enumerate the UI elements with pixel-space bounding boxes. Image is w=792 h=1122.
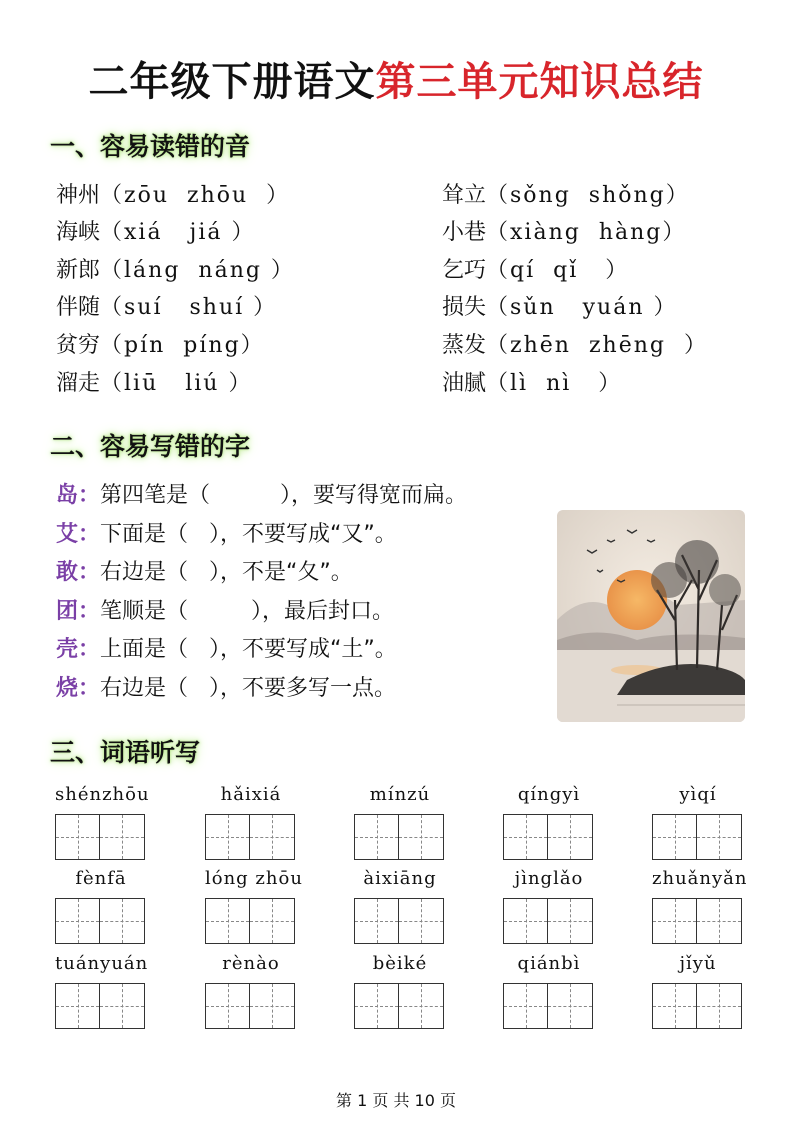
char-tip-row [56, 517, 397, 548]
char-tip-row [56, 671, 396, 702]
writing-cell[interactable] [100, 984, 144, 1028]
writing-cell[interactable] [206, 815, 250, 859]
pronunciation-row [442, 215, 686, 246]
char-tip-text: 右边是（ ），不是“夂”。 [100, 560, 353, 585]
char-tip-text: 第四笔是（ ），要写得宽而扁。 [100, 483, 467, 508]
char-tip-text: 上面是（ ），不要写成“土”。 [100, 637, 397, 662]
writing-grid[interactable] [652, 898, 742, 944]
dictation-pinyin: àixiāng [363, 868, 437, 889]
char-tip-row [56, 632, 397, 663]
writing-cell[interactable] [504, 899, 548, 943]
writing-cell[interactable] [100, 815, 144, 859]
dictation-item [503, 868, 595, 958]
dictation-item [55, 784, 150, 874]
writing-cell[interactable] [399, 899, 443, 943]
pronunciation-options: （zhēn zhēng ） [486, 333, 708, 358]
dictation-item [55, 953, 147, 1043]
highlight-character: 烧： [56, 676, 101, 701]
pronunciation-word: 乞巧 [442, 258, 487, 283]
highlight-character: 团： [56, 599, 101, 624]
pronunciation-row [56, 178, 290, 209]
dictation-item [354, 868, 446, 958]
writing-cell[interactable] [355, 984, 399, 1028]
char-tip-text: 下面是（ ），不要写成“又”。 [100, 522, 397, 547]
writing-cell[interactable] [548, 984, 592, 1028]
writing-cell[interactable] [56, 815, 100, 859]
writing-cell[interactable] [399, 815, 443, 859]
writing-cell[interactable] [206, 899, 250, 943]
dictation-pinyin: fènfā [75, 868, 127, 889]
pronunciation-row [56, 366, 252, 397]
page-title [0, 50, 792, 107]
section1-heading: 一、容易读错的音 [50, 132, 251, 161]
writing-grid[interactable] [503, 983, 593, 1029]
pronunciation-row [442, 366, 622, 397]
dictation-item [205, 868, 303, 958]
pronunciation-word: 损失 [442, 295, 487, 320]
writing-cell[interactable] [250, 815, 294, 859]
char-tip-row [56, 594, 394, 625]
dictation-pinyin: zhuǎnyǎn [652, 868, 748, 889]
highlight-character: 岛： [56, 483, 101, 508]
char-tip-row [56, 555, 353, 586]
writing-grid[interactable] [205, 814, 295, 860]
dictation-pinyin: tuányuán [55, 953, 149, 974]
pronunciation-word: 油腻 [442, 371, 487, 396]
writing-grid[interactable] [205, 898, 295, 944]
dictation-pinyin: qíngyì [517, 784, 581, 805]
writing-cell[interactable] [250, 899, 294, 943]
title-part1: 二年级下册语文 [88, 59, 376, 105]
char-tip-text: 笔顺是（ ），最后封口。 [100, 599, 394, 624]
writing-grid[interactable] [354, 983, 444, 1029]
pronunciation-row [56, 290, 277, 321]
dictation-item [652, 784, 744, 874]
dictation-item [354, 784, 446, 874]
writing-cell[interactable] [697, 815, 741, 859]
dictation-item [205, 784, 297, 874]
writing-cell[interactable] [355, 899, 399, 943]
pronunciation-row [442, 290, 678, 321]
pronunciation-row [442, 253, 629, 284]
pronunciation-options: （pín píng） [100, 333, 265, 358]
dictation-item [354, 953, 446, 1043]
writing-grid[interactable] [354, 814, 444, 860]
pronunciation-options: （sǔn yuán ） [486, 295, 678, 320]
dictation-item [652, 868, 748, 958]
writing-grid[interactable] [503, 898, 593, 944]
ink-painting-image [557, 510, 745, 722]
writing-cell[interactable] [697, 899, 741, 943]
highlight-character: 敢： [56, 560, 101, 585]
writing-cell[interactable] [100, 899, 144, 943]
pronunciation-options: （liū liú ） [100, 371, 253, 396]
writing-grid[interactable] [652, 983, 742, 1029]
writing-cell[interactable] [399, 984, 443, 1028]
pronunciation-word: 神州 [56, 183, 101, 208]
writing-grid[interactable] [55, 898, 145, 944]
pronunciation-row [56, 328, 265, 359]
highlight-character: 壳： [56, 637, 101, 662]
pronunciation-options: （lì nì ） [486, 371, 623, 396]
writing-grid[interactable] [205, 983, 295, 1029]
title-part2: 第三单元知识总结 [375, 59, 704, 105]
writing-cell[interactable] [56, 984, 100, 1028]
writing-cell[interactable] [206, 984, 250, 1028]
pronunciation-options: （xiá jiá ） [100, 220, 256, 245]
pronunciation-word: 贫穷 [56, 333, 101, 358]
pronunciation-word: 蒸发 [442, 333, 487, 358]
writing-grid[interactable] [354, 898, 444, 944]
pronunciation-word: 溜走 [56, 371, 101, 396]
dictation-pinyin: qiánbì [517, 953, 581, 974]
pronunciation-word: 小巷 [442, 220, 487, 245]
dictation-pinyin: lóng zhōu [205, 868, 303, 889]
dictation-pinyin: jìnglǎo [514, 868, 584, 889]
writing-grid[interactable] [55, 983, 145, 1029]
dictation-item [652, 953, 744, 1043]
dictation-pinyin: bèiké [372, 953, 428, 974]
writing-cell[interactable] [653, 984, 697, 1028]
writing-cell[interactable] [653, 899, 697, 943]
pronunciation-word: 海峡 [56, 220, 101, 245]
writing-cell[interactable] [697, 984, 741, 1028]
pronunciation-row [442, 178, 690, 209]
dictation-item [55, 868, 147, 958]
dictation-pinyin: mínzú [369, 784, 431, 805]
pronunciation-options: （sǒng shǒng） [486, 183, 690, 208]
section3-heading: 三、词语听写 [50, 738, 201, 767]
pronunciation-row [56, 253, 295, 284]
dictation-item [503, 784, 595, 874]
pronunciation-word: 新郎 [56, 258, 101, 283]
pronunciation-word: 伴随 [56, 295, 101, 320]
dictation-pinyin: jǐyǔ [679, 953, 717, 974]
pronunciation-options: （xiàng hàng） [486, 220, 687, 245]
pronunciation-options: （zōu zhōu ） [100, 183, 291, 208]
pronunciation-word: 耸立 [442, 183, 487, 208]
writing-cell[interactable] [548, 815, 592, 859]
writing-cell[interactable] [504, 815, 548, 859]
dictation-pinyin: yìqí [679, 784, 717, 805]
dictation-pinyin: rènào [222, 953, 280, 974]
writing-grid[interactable] [55, 814, 145, 860]
char-tip-text: 右边是（ ），不要多写一点。 [100, 676, 396, 701]
dictation-pinyin: hǎixiá [220, 784, 282, 805]
highlight-character: 艾： [56, 522, 101, 547]
writing-cell[interactable] [504, 984, 548, 1028]
pronunciation-row [56, 215, 256, 246]
writing-cell[interactable] [548, 899, 592, 943]
pronunciation-row [442, 328, 708, 359]
dictation-item [205, 953, 297, 1043]
writing-grid[interactable] [652, 814, 742, 860]
dictation-item [503, 953, 595, 1043]
page-footer: 第 1 页 共 10 页 [336, 1091, 456, 1110]
writing-cell[interactable] [355, 815, 399, 859]
writing-cell[interactable] [250, 984, 294, 1028]
dictation-pinyin: shénzhōu [55, 784, 150, 805]
char-tip-row [56, 478, 467, 509]
writing-cell[interactable] [653, 815, 697, 859]
writing-grid[interactable] [503, 814, 593, 860]
writing-cell[interactable] [56, 899, 100, 943]
section2-heading: 二、容易写错的字 [50, 432, 251, 461]
pronunciation-options: （qí qǐ ） [486, 258, 630, 283]
pronunciation-options: （suí shuí ） [100, 295, 278, 320]
pronunciation-options: （láng náng ） [100, 258, 295, 283]
